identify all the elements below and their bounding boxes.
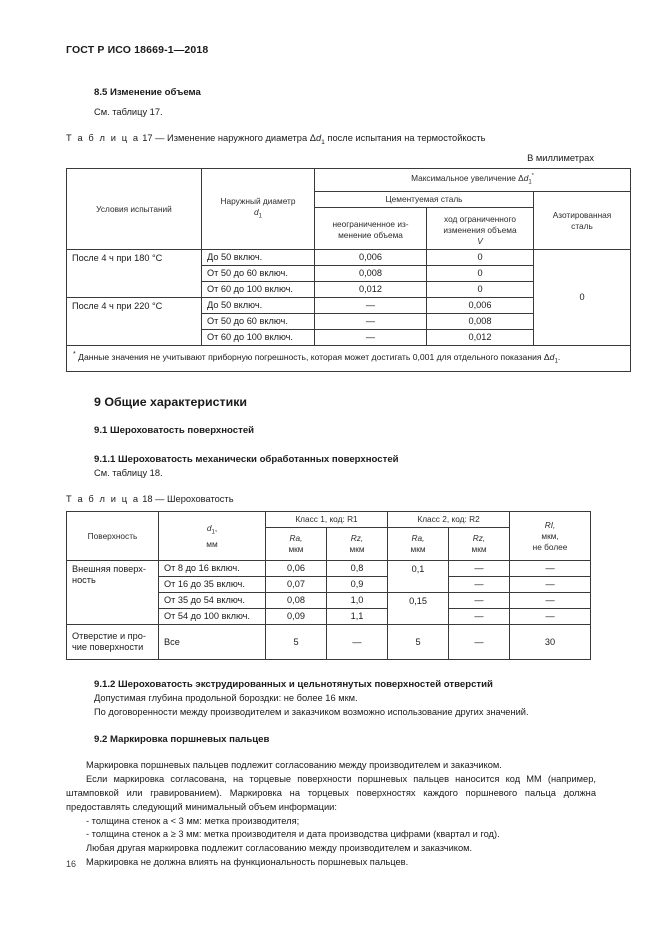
table-17-th-max-increase: Максимальное увеличение $\Delta d_1^*$ xyxy=(315,169,631,191)
table-17-caption-dash: — xyxy=(155,132,165,143)
section-9-2-paragraph-3: Любая другая маркировка подлежит согласованию между производителем и заказчиком. xyxy=(86,843,473,854)
see-table-17: См. таблицу 17. xyxy=(94,107,163,117)
table-18-th-ra-class1 xyxy=(266,528,327,561)
table-18-th-ri-symbol: RI, xyxy=(544,519,556,530)
table-18-th-ra-class2 xyxy=(388,528,449,561)
table-18-caption-label: Т а б л и ц а xyxy=(66,494,140,505)
table-17-th-unlimited-l2: менение объема xyxy=(338,230,403,241)
table-17-cell-limited-2: 0 xyxy=(427,266,534,282)
table-18-th-surface: Поверхность xyxy=(67,512,159,561)
table-17-th-nitrided-steel-l2: сталь xyxy=(571,220,593,231)
table-18-th-rz2-unit: мкм xyxy=(471,544,487,555)
table-18-th-ra1-unit: мкм xyxy=(288,544,304,555)
table-18-cell-ri-2: — xyxy=(510,577,591,593)
table-18-th-ra1-symbol: Ra, xyxy=(289,533,303,544)
table-18-caption-number: 18 xyxy=(142,494,153,505)
table-18-header-row-1 xyxy=(67,512,591,528)
table-18-surface-external-l1: Внешняя xyxy=(72,564,111,575)
table-18-th-rz-class1 xyxy=(327,528,388,561)
table-18-surface-bore-l1: Отверстие и про- xyxy=(72,631,146,642)
table-18-cell-ra1-5: 5 xyxy=(266,625,327,660)
heading-9-1-2: 9.1.2 Шероховатость экструдированных и цельнотянутых поверхностей отверстий xyxy=(94,679,493,691)
table-17-th-test-conditions: Условия испытаний xyxy=(67,169,202,250)
table-17-cell-unlimited-4: — xyxy=(315,298,427,314)
table-18-th-ra2-unit: мкм xyxy=(410,544,426,555)
table-17-header-row-1 xyxy=(67,169,631,191)
table-18-cell-ra1-3: 0,08 xyxy=(266,593,327,609)
table-18-cell-rz1-2: 0,9 xyxy=(327,577,388,593)
table-18-cell-diameter-1: От 8 до 16 включ. xyxy=(159,561,266,577)
table-18-cell-rz2-5: — xyxy=(449,625,510,660)
table-17-wrapper xyxy=(66,165,612,372)
table-17-cell-limited-4: 0,006 xyxy=(427,298,534,314)
table-18-wrapper xyxy=(66,506,596,660)
table-18 xyxy=(66,511,591,660)
table-17-th-nitrided-steel-l1: Азотированная xyxy=(552,209,612,220)
table-17 xyxy=(66,168,631,372)
section-9-1-2-line-2: По договоренности между производителем и заказчиком возможно использование других значений. xyxy=(94,706,529,717)
heading-9-2: 9.2 Маркировка поршневых пальцев xyxy=(94,734,270,746)
table-18-th-ri-limit: не более xyxy=(532,541,568,552)
table-18-cell-ri-5: 30 xyxy=(510,625,591,660)
table-17-cell-unlimited-5: — xyxy=(315,314,427,330)
section-9-2-paragraph-1: Маркировка поршневых пальцев подлежит согласованию между производителем и заказчиком. xyxy=(86,760,502,771)
section-9-1-2-line-1: Допустимая глубина продольной бороздки: не более 16 мкм. xyxy=(94,693,358,704)
see-table-18: См. таблицу 18. xyxy=(94,467,163,478)
table-18-cell-ri-1: — xyxy=(510,561,591,577)
table-17-cell-diameter-3: От 60 до 100 включ. xyxy=(202,282,315,298)
table-18-th-class1: Класс 1, код: R1 xyxy=(266,512,388,528)
table-18-cell-ri-4: — xyxy=(510,609,591,625)
table-row xyxy=(67,561,591,577)
table-18-caption-text: Шероховатость xyxy=(167,494,234,505)
table-17-cell-diameter-6: От 60 до 100 включ. xyxy=(202,330,315,346)
table-18-cell-ra1-4: 0,09 xyxy=(266,609,327,625)
table-18-th-class2: Класс 2, код: R2 xyxy=(388,512,510,528)
table-18-surface-external-l2: поверх- xyxy=(113,564,146,575)
table-17-caption-label: Т а б л и ц а xyxy=(66,132,140,143)
table-17-th-unlimited-l1: неограниченное из- xyxy=(332,219,409,230)
heading-9: 9 Общие характеристики xyxy=(94,394,248,409)
table-18-cell-ra2-group-1: 0,1 xyxy=(388,561,449,593)
table-17-footnote-row xyxy=(67,346,631,372)
table-17-cell-condition-2: После 4 ч при 220 °C xyxy=(67,298,202,346)
table-17-th-carburized-steel: Цементуемая сталь xyxy=(315,191,534,207)
table-18-cell-rz2-3: — xyxy=(449,593,510,609)
table-18-cell-ra1-1: 0,06 xyxy=(266,561,327,577)
table-18-cell-rz2-1: — xyxy=(449,561,510,577)
table-17-th-limited-l1: ход ограниченного xyxy=(444,213,516,224)
table-17-cell-nitrided-value: 0 xyxy=(534,250,631,346)
heading-9-1-1: 9.1.1 Шероховатость механически обработанных поверхностей xyxy=(94,453,399,465)
table-18-th-diameter-symbol: d xyxy=(206,523,212,534)
table-17-th-limited-volume-change xyxy=(427,211,534,250)
section-9-2-bullet-2: - толщина стенок a ≥ 3 мм: метка производителя и дата производства цифрами (квартал и год). xyxy=(86,829,500,840)
document-body xyxy=(66,80,612,870)
table-18-th-ri-unit: мкм, xyxy=(541,530,559,541)
table-18-cell-rz1-1: 0,8 xyxy=(327,561,388,577)
table-18-th-diameter: $d_1$, мм xyxy=(159,512,266,561)
table-18-surface-external-l3: ность xyxy=(72,575,96,586)
table-18-cell-ra2-group-2: 0,15 xyxy=(388,593,449,625)
section-9-2-paragraph-2: Если маркировка согласована, на торцевые поверхности поршневых пальцев наносится код ММ (например, штамповкой или гравированием). Маркировка на торцевых поверхностях каждого поршневого пальца должна предоставлять следующий минимальный объем информации: xyxy=(66,774,596,812)
table-17-cell-unlimited-3: 0,012 xyxy=(315,282,427,298)
table-17-cell-diameter-5: От 50 до 60 включ. xyxy=(202,314,315,330)
table-18-cell-rz2-4: — xyxy=(449,609,510,625)
heading-9-1: 9.1 Шероховатость поверхностей xyxy=(94,424,255,436)
table-17-caption-number: 17 xyxy=(142,132,153,143)
table-17-th-unlimited-volume-change xyxy=(315,211,427,250)
table-17-cell-condition-1: После 4 ч при 180 °C xyxy=(67,250,202,298)
heading-8-5: 8.5 Изменение объема xyxy=(94,87,201,98)
table-18-cell-rz1-3: 1,0 xyxy=(327,593,388,609)
section-9-2-bullet-1: - толщина стенок a < 3 мм: метка производителя; xyxy=(86,815,300,826)
table-18-th-rz1-unit: мкм xyxy=(349,544,365,555)
table-17-th-outer-diameter-text: Наружный диаметр xyxy=(220,195,296,206)
table-18-cell-diameter-2: От 16 до 35 включ. xyxy=(159,577,266,593)
table-18-th-rz-class2 xyxy=(449,528,510,561)
page-number: 16 xyxy=(66,859,77,869)
table-17-th-limited-l3: V xyxy=(477,235,483,246)
table-18-surface-bore-l2: чие поверхности xyxy=(72,642,144,653)
table-18-cell-ri-3: — xyxy=(510,593,591,609)
table-17-cell-diameter-1: До 50 включ. xyxy=(202,250,315,266)
table-17-cell-unlimited-2: 0,008 xyxy=(315,266,427,282)
table-17-caption-text: Изменение наружного диаметра $\Delta d_1$ после испытания на термостойкость xyxy=(167,132,486,146)
table-18-th-rz2-symbol: Rz, xyxy=(472,533,486,544)
table-row xyxy=(67,250,631,266)
table-18-cell-ra1-2: 0,07 xyxy=(266,577,327,593)
table-17-th-limited-l2: изменения объема xyxy=(443,224,517,235)
table-18-caption xyxy=(66,480,596,506)
table-17-cell-diameter-2: От 50 до 60 включ. xyxy=(202,266,315,282)
table-17-caption xyxy=(66,120,596,150)
table-18-th-ra2-symbol: Ra, xyxy=(411,533,425,544)
table-18-cell-surface-bore xyxy=(67,625,159,660)
table-17-th-outer-diameter: Наружный диаметр $d_1$ xyxy=(202,169,315,250)
table-18-cell-surface-external xyxy=(67,561,159,625)
table-18-cell-rz1-4: 1,1 xyxy=(327,609,388,625)
document-header: ГОСТ Р ИСО 18669-1—2018 xyxy=(66,44,209,56)
table-17-th-outer-diameter-symbol: d xyxy=(254,206,259,217)
table-17-cell-unlimited-6: — xyxy=(315,330,427,346)
table-17-cell-unlimited-1: 0,006 xyxy=(315,250,427,266)
table-17-footnote: * Данные значения не учитывают приборную погрешность, которая может достигать 0,001 для отдельного показания $\Delta d_1$. xyxy=(67,346,631,372)
table-17-cell-limited-1: 0 xyxy=(427,250,534,266)
table-18-cell-diameter-4: От 54 до 100 включ. xyxy=(159,609,266,625)
table-18-cell-rz2-2: — xyxy=(449,577,510,593)
table-18-cell-rz1-5: — xyxy=(327,625,388,660)
table-18-cell-diameter-5: Все xyxy=(159,625,266,660)
table-18-cell-diameter-3: От 35 до 54 включ. xyxy=(159,593,266,609)
table-17-cell-limited-3: 0 xyxy=(427,282,534,298)
table-18-cell-ra2-5: 5 xyxy=(388,625,449,660)
table-17-th-nitrided-steel xyxy=(534,191,631,250)
footnote-marker-icon: * xyxy=(73,351,76,359)
table-18-th-rz1-symbol: Rz, xyxy=(350,533,364,544)
table-row xyxy=(67,625,591,660)
table-18-th-diameter-unit: мм xyxy=(206,538,218,549)
table-17-cell-diameter-4: До 50 включ. xyxy=(202,298,315,314)
section-9-2-paragraph-4: Маркировка не должна влиять на функциональность поршневых пальцев. xyxy=(86,856,409,867)
table-17-cell-limited-5: 0,008 xyxy=(427,314,534,330)
table-18-th-ri xyxy=(510,512,591,561)
table-17-units-note: В миллиметрах xyxy=(527,153,594,164)
table-17-cell-limited-6: 0,012 xyxy=(427,330,534,346)
table-18-caption-dash: — xyxy=(155,494,165,505)
